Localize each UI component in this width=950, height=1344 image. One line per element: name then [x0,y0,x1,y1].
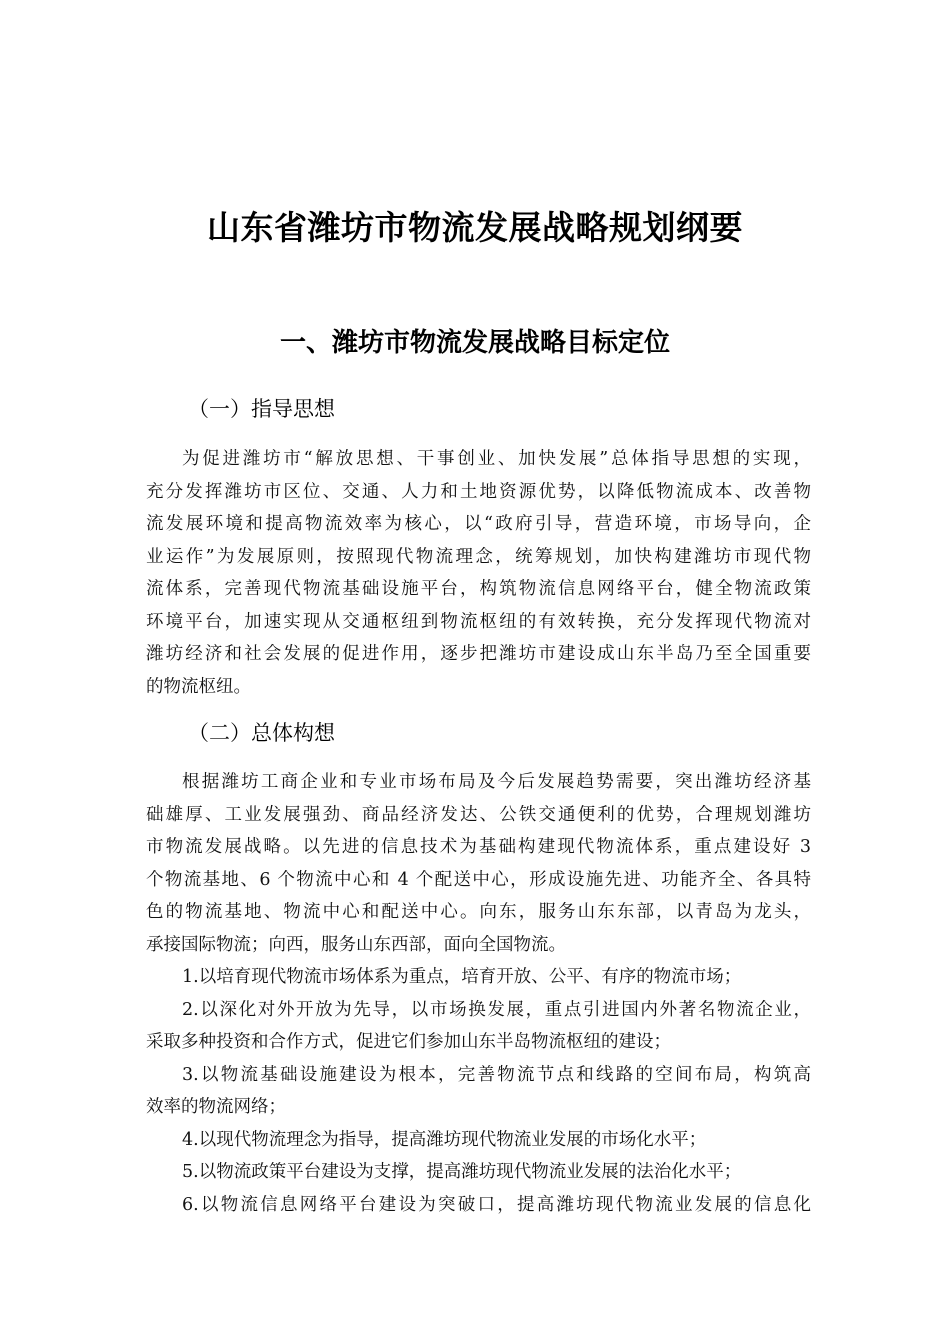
list-item: 5.以物流政策平台建设为支撑，提高潍坊现代物流业发展的法治化水平； [182,1162,742,1182]
section-heading: 一、潍坊市物流发展战略目标定位 [279,328,670,358]
paragraph-overall-concept [146,766,811,1221]
text-line: 为促进潍坊市“解放思想、干事创业、加快发展”总体指导思想的实现， [182,449,811,469]
text-line: 的物流枢纽。 [146,676,251,697]
text-line: 效率的物流网络； [146,1097,286,1117]
text-line: 采取多种投资和合作方式，促进它们参加山东半岛物流枢纽的建设； [146,1032,671,1052]
text-line: 础雄厚、工业发展强劲、商品经济发达、公铁交通便利的优势，合理规划潍坊 [146,804,811,825]
list-item: 6.以物流信息网络平台建设为突破口，提高潍坊现代物流业发展的信息化 [182,1194,811,1215]
text-line: 色的物流基地、物流中心和配送中心。向东，服务山东东部，以青岛为龙头， [146,902,811,922]
list-item: 2.以深化对外开放为先导，以市场换发展，重点引进国内外著名物流企业， [182,999,811,1020]
text-line: 流发展环境和提高物流效率为核心，以“政府引导，营造环境，市场导向，企 [146,514,811,534]
document-title: 山东省潍坊市物流发展战略规划纲要 [207,208,743,247]
list-item: 3.以物流基础设施建设为根本，完善物流节点和线路的空间布局，构筑高 [182,1064,811,1085]
text-line: 市物流发展战略。以先进的信息技术为基础构建现代物流体系，重点建设好 3 [146,837,811,857]
list-item: 4.以现代物流理念为指导，提高潍坊现代物流业发展的市场化水平； [182,1129,707,1150]
text-line: 个物流基地、6 个物流中心和 4 个配送中心，形成设施先进、功能齐全、各具特 [146,869,811,890]
subsection-heading-guiding-ideology: （一）指导思想 [188,397,335,421]
list-item: 1.以培育现代物流市场体系为重点，培育开放、公平、有序的物流市场； [182,967,742,987]
text-line: 充分发挥潍坊市区位、交通、人力和土地资源优势，以降低物流成本、改善物 [146,481,811,502]
paragraph-guiding-ideology [146,443,811,703]
text-line: 环境平台，加速实现从交通枢纽到物流枢纽的有效转换，充分发挥现代物流对 [146,611,811,632]
subsection-heading-overall-concept: （二）总体构想 [188,721,335,745]
text-line: 流体系，完善现代物流基础设施平台，构筑物流信息网络平台，健全物流政策 [146,579,811,599]
text-line: 潍坊经济和社会发展的促进作用，逐步把潍坊市建设成山东半岛乃至全国重要 [146,644,811,664]
text-line: 业运作”为发展原则，按照现代物流理念，统筹规划，加快构建潍坊市现代物 [146,546,811,567]
text-line: 根据潍坊工商企业和专业市场布局及今后发展趋势需要，突出潍坊经济基 [182,772,811,792]
text-line: 承接国际物流；向西，服务山东西部，面向全国物流。 [146,934,566,955]
